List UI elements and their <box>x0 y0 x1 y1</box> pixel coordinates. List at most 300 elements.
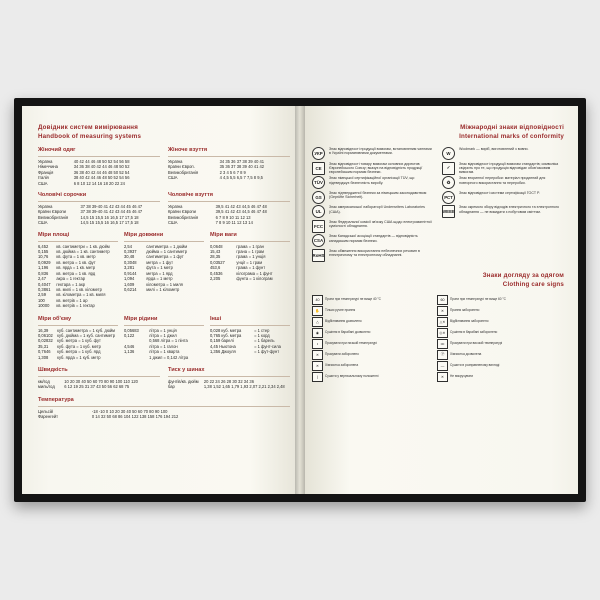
right-page-header <box>312 124 564 141</box>
row-label: фунтів/кв. дюйм <box>168 378 199 384</box>
row-values: 37 38 39-40 41 42 43 44 45 46 47 <box>80 209 143 215</box>
row-label: Німеччина <box>38 164 58 170</box>
women-outerwear-table <box>38 159 160 186</box>
mark-description: Знак Канадської асоціації стандартів — відповідність канадським нормам безпеки. <box>329 234 418 243</box>
row-label: 15,43 <box>210 249 221 255</box>
row-label: Україна <box>168 159 183 164</box>
care-item <box>437 339 560 349</box>
speed-block <box>38 367 160 390</box>
row-values: 39,5 41 42 43 44,5 46 47 48 <box>215 209 267 215</box>
row-label: 28,35 <box>210 254 221 260</box>
row-values: -18 -10 0 10 20 30 40 50 60 70 80 90 100 <box>91 408 168 414</box>
care-text: Сушіння в барабані дозволено <box>325 329 371 334</box>
csa-icon: CSA <box>312 234 325 247</box>
row-label: 0,7646 <box>38 349 51 355</box>
weee-icon: WEEE <box>442 205 455 218</box>
section-heading: Міри рідини <box>124 315 158 322</box>
row-label: 0,6214 <box>124 286 137 292</box>
women-outerwear-block <box>38 147 160 186</box>
care-header <box>312 272 564 289</box>
care-item <box>437 295 560 305</box>
table-row <box>168 175 290 180</box>
divider <box>168 376 290 377</box>
divider <box>124 241 204 242</box>
open-book-pages <box>22 106 578 494</box>
clothing-size-columns <box>38 147 290 186</box>
row-label: Великобританія <box>38 214 69 220</box>
row-values: метра = 1 ярд <box>146 270 173 276</box>
men-shoes-block <box>168 192 290 226</box>
row-values: 2 3 4 5 6 7 8 9 <box>219 169 246 175</box>
row-label: 0,159 барелі <box>210 338 234 344</box>
page-title-uk: Довідник систем вимірювання <box>38 124 139 131</box>
row-values: літра = 1 галон <box>149 343 178 349</box>
row-values: кілометра = 1 миля <box>146 281 183 287</box>
section-heading: Міри ваги <box>210 231 237 238</box>
table-row <box>124 287 204 292</box>
divider <box>168 156 290 157</box>
row-values: = 1 барель <box>254 338 275 344</box>
row-label: 10,76 <box>38 254 49 260</box>
section-heading: Інші <box>210 315 222 322</box>
row-label: 0,06102 <box>38 332 53 338</box>
iron-low-icon: • <box>312 339 323 349</box>
row-label: Крaїни Європ. <box>168 164 195 170</box>
row-values: метра = 1 фут <box>146 259 174 265</box>
row-label: Країни Європи <box>168 209 196 215</box>
care-item <box>312 328 435 338</box>
row-values: 0 14 32 50 68 86 104 122 138 158 176 194 212 <box>91 414 179 420</box>
iron-high-icon: ••• <box>437 339 448 349</box>
mark-item <box>312 249 434 262</box>
row-label <box>124 355 149 360</box>
divider <box>210 325 290 326</box>
gs-icon: GS <box>312 191 325 204</box>
table-row <box>38 181 160 186</box>
mark-description: Знак Федеральної комісії зв'язку США щодо електромагнітної сумісності обладнання. <box>329 219 432 229</box>
care-item <box>312 339 435 349</box>
divider <box>38 241 118 242</box>
row-label: 0,03527 <box>210 259 225 265</box>
mark-description: Знак окремого збору відходів електричного та електронного обладнання — не викидати з побутовим сміттям. <box>459 205 560 214</box>
row-label: 0,0648 <box>210 243 223 249</box>
section-heading: Швидкість <box>38 366 68 373</box>
row-values: фунта = 1 кілограм <box>236 276 273 282</box>
row-label: США <box>168 175 178 181</box>
care-text: Сушіння в барабані заборонено <box>450 329 498 334</box>
care-text: Прання заборонено <box>450 307 480 312</box>
volume-measures-block <box>38 316 118 360</box>
row-label: 1,356 Джоуля <box>210 349 236 355</box>
row-label: Великобританія <box>168 214 199 220</box>
row-label: Країни Європи <box>38 209 66 215</box>
fcc-icon: FCC <box>312 220 325 233</box>
row-values: унції = 1 грам <box>236 259 263 265</box>
mark-item <box>312 220 434 233</box>
row-label: 0,122 <box>124 332 135 338</box>
row-values: куб. метра = 1 куб. фут <box>57 338 101 344</box>
row-label: Франція <box>38 169 54 175</box>
row-values: 37 38 39-40 41 42 43 44 45 46 47 <box>80 204 143 210</box>
care-text: Прасувати заборонено <box>325 351 359 356</box>
table-row <box>38 414 290 419</box>
row-values: куб. фута = 1 куб. метр <box>57 343 101 349</box>
care-item <box>437 317 560 327</box>
divider <box>38 201 160 202</box>
left-page-header <box>38 124 290 141</box>
mark-description: Woolmark — виріб, виготовлений з вовни. <box>459 147 529 151</box>
row-values: 0,568 літра = 1 пінта <box>149 338 188 344</box>
care-text: Прасувати при високій температурі <box>450 340 503 345</box>
row-values: 14,5 15 15,5 16 16,5 17 17,5 18 <box>80 214 139 220</box>
ul-icon: UL <box>312 205 325 218</box>
care-title-uk: Знаки догляду за одягом <box>482 271 564 279</box>
row-values: = 1 корд <box>254 332 270 338</box>
row-label: 0,765 куб. метра <box>210 332 242 338</box>
row-values: кв. ярда = 1 кв. метр <box>56 265 96 271</box>
mark-item <box>442 191 564 204</box>
marks-column-right <box>442 147 564 262</box>
row-values: грама = 1 унція <box>236 254 266 260</box>
mark-item <box>312 176 434 189</box>
row-values: 39,5 41 42 43 44,5 46 47 48 <box>215 204 267 210</box>
mark-item <box>442 162 564 175</box>
no-wring-icon: ✕ <box>437 372 448 382</box>
row-values: 34 36 38 40 42 44 46 48 50 52 <box>73 164 130 170</box>
section-heading: Температура <box>38 396 74 403</box>
table-row <box>38 220 160 225</box>
section-heading: Міри площі <box>38 231 70 238</box>
section-heading: Міри довжини <box>124 231 164 238</box>
women-shoes-table <box>168 159 290 181</box>
row-values: літра = 1 кварта <box>149 349 180 355</box>
table-row <box>38 384 160 389</box>
weight-measures-table <box>210 244 290 282</box>
row-values: куб. сантиметра = 1 куб. дюйм <box>57 327 115 333</box>
gost-icon: РСТ <box>442 191 455 204</box>
care-signs-grid <box>312 295 564 382</box>
row-values: кв. метра = 1 кв. ярд <box>56 270 96 276</box>
care-item <box>437 328 560 338</box>
no-tumble-dry-icon: ◎✕ <box>437 328 448 338</box>
men-shirts-table <box>38 204 160 226</box>
men-shoes-table <box>168 204 290 226</box>
row-values: грама = 1 фунт <box>236 265 266 271</box>
row-label: 0,05683 <box>124 327 139 333</box>
care-text: Сушити у вертикальному положенні <box>325 373 379 378</box>
row-values: = 1 стер <box>254 327 270 333</box>
row-label: 0,3937 <box>124 249 137 255</box>
row-label: 0,028 куб. метра <box>210 327 242 333</box>
men-shirts-block <box>38 192 160 226</box>
row-label: км/год <box>38 378 50 384</box>
care-text: Хімчистка заборонена <box>325 362 359 367</box>
row-label: 0,155 <box>38 249 49 255</box>
volume-measures-table <box>38 328 118 360</box>
conformity-title-uk: Міжнародні знаки відповідності <box>460 124 564 131</box>
row-label: 0,0929 <box>38 259 51 265</box>
section-heading: Чоловіче взуття <box>168 192 214 199</box>
table-row <box>210 276 290 281</box>
wash-60-icon: 60 <box>437 295 448 305</box>
row-values: = 1 фунт-сила <box>254 343 281 349</box>
row-values: кв. дюйма = 1 кв. сантиметр <box>56 249 110 255</box>
care-item <box>312 361 435 371</box>
conformity-title-en: International marks of conformity <box>459 133 564 140</box>
row-label: 6,452 <box>38 243 49 249</box>
row-label: 100 <box>38 297 45 303</box>
row-label: США <box>38 180 48 186</box>
mark-description: Знак відповідності товару вимогам основних директив Європейського Союзу; вказує на відповідність продукції європейським нормам безпеки. <box>329 161 423 175</box>
row-values: кв. милі = 1 кв. кілометр <box>56 286 102 292</box>
line-dry-icon: | <box>312 372 323 382</box>
dry-flat-icon: — <box>437 361 448 371</box>
row-values: дюйма = 1 сантиметр <box>146 249 188 255</box>
measure-columns-2 <box>38 316 290 360</box>
row-label: США <box>38 220 48 226</box>
table-row <box>168 384 290 389</box>
row-label: 4,45 Ньютона <box>210 343 236 349</box>
no-iron-icon: ✕ <box>312 350 323 360</box>
row-values: 1 джил = 0,142 літра <box>149 354 189 360</box>
tuv-icon: TÜV <box>312 176 325 189</box>
section-heading: Жіночий одяг <box>38 147 76 153</box>
row-label: миль/год <box>38 384 55 390</box>
row-label: 10000 <box>38 303 50 309</box>
mark-description: Знак вторинної переробки: матеріал придатний для повторного використання та переробки. <box>459 176 546 185</box>
row-label: 16,39 <box>38 327 49 333</box>
mark-item <box>312 162 434 175</box>
row-label: бар <box>168 384 175 390</box>
row-values: фута = 1 метр <box>146 265 173 271</box>
woolmark-icon: W <box>442 147 455 160</box>
row-values: кв. метра = 1 кв. фут <box>56 259 96 265</box>
row-label: Україна <box>38 159 53 164</box>
area-measures-block <box>38 232 118 309</box>
row-values: кв. кілометра = 1 кв. миля <box>56 292 106 298</box>
mark-description: Знак відповідності системи сертифікації ГОСТ Р. <box>459 190 540 195</box>
marks-column-left <box>312 147 434 262</box>
wash-icon: 40 <box>312 295 323 305</box>
row-label: 4,546 <box>124 343 135 349</box>
area-measures-table <box>38 244 118 309</box>
recycle-icon: ♻ <box>442 176 455 189</box>
row-values: 6 8 10 12 14 16 18 20 22 24 <box>73 180 125 186</box>
row-values: акра = 1 гектар <box>56 276 86 282</box>
speed-pressure-columns <box>38 367 290 390</box>
row-values: 34 35 36 37 38 39 40 41 <box>219 159 265 164</box>
no-dry-clean-icon: ✕ <box>312 361 323 371</box>
row-label: 2,205 <box>210 276 221 282</box>
divider <box>124 325 204 326</box>
conformity-marks-area <box>312 147 564 262</box>
care-item <box>312 295 435 305</box>
tyre-pressure-block <box>168 367 290 390</box>
care-text: Не викручувати <box>450 373 474 378</box>
row-values: грана = 1 грам <box>236 249 264 255</box>
mark-item <box>442 176 564 189</box>
mark-item <box>312 147 434 160</box>
dry-clean-icon: Ⓟ <box>437 350 448 360</box>
care-item <box>437 350 560 360</box>
other-measures-table <box>210 328 290 355</box>
care-text: Відбілювання заборонено <box>450 318 489 323</box>
mark-item <box>312 205 434 218</box>
care-item <box>437 306 560 316</box>
table-row <box>38 355 118 360</box>
page-title-en: Handbook of measuring systems <box>38 133 142 140</box>
section-heading: Жіноче взуття <box>168 147 208 153</box>
men-size-columns <box>38 192 290 226</box>
row-values: сантиметра = 1 фут <box>146 254 184 260</box>
section-heading: Чоловічі сорочки <box>38 192 87 199</box>
care-text: Сушити в розправленому вигляді <box>450 362 500 367</box>
row-values: 20 22 24 26 28 30 32 34 36 <box>203 378 254 384</box>
care-item <box>312 372 435 382</box>
row-label: Україна <box>38 204 53 210</box>
section-heading: Міри об'єму <box>38 315 72 322</box>
row-values: гектара = 1 акр <box>56 281 86 287</box>
row-values: 38 40 42 44 46 48 50 52 54 56 <box>73 175 130 181</box>
row-values: кілограма = 1 фунт <box>236 270 273 276</box>
mark-description: Знак відповідності продукції вимогам стандартів; символіка свідчить про те, що продукція відповідає обов'язковим вимогам. <box>459 161 559 175</box>
row-label: Цельсій <box>38 408 53 414</box>
liquid-measures-table <box>124 328 204 360</box>
row-label: 453,6 <box>210 265 221 271</box>
women-shoes-block <box>168 147 290 186</box>
row-values: кв. фута = 1 кв. метр <box>56 254 96 260</box>
row-values: 4 4,5 5,5 6,5 7 7,5 8 9,5 <box>219 175 263 181</box>
row-label: 3,281 <box>124 265 135 271</box>
row-label: 0,3048 <box>124 259 137 265</box>
no-bleach-icon: △✕ <box>437 317 448 327</box>
care-text: Прати при температурі не вище 60 °C <box>450 296 506 301</box>
care-text: Відбілювання дозволено <box>325 318 362 323</box>
divider <box>210 241 290 242</box>
tyre-pressure-table <box>168 379 290 390</box>
row-values: куб. дюйма = 1 куб. сантиметр <box>57 332 115 338</box>
table-row <box>38 303 118 308</box>
row-values: 10 20 30 40 50 60 70 80 90 100 110 120 <box>64 378 138 384</box>
row-values: 40 42 44 46 48 50 52 54 56 58 <box>73 159 130 164</box>
care-text: Прати при температурі не вище 40 °C <box>325 296 381 301</box>
length-measures-table <box>124 244 204 293</box>
temperature-block <box>38 397 290 420</box>
tumble-dry-icon: ◉ <box>312 328 323 338</box>
row-label: Україна <box>168 204 183 210</box>
weight-measures-block <box>210 232 290 309</box>
row-label: 2,54 <box>124 243 132 249</box>
row-label: 0,3861 <box>38 286 51 292</box>
ukrsepro-icon: УКР <box>312 147 325 160</box>
row-label: 1,094 <box>124 276 135 282</box>
row-label: 35,31 <box>38 343 49 349</box>
divider <box>38 156 160 157</box>
section-heading: Тиск у шинах <box>168 366 205 373</box>
row-label: 0,02832 <box>38 338 53 344</box>
row-label: 1,308 <box>38 354 49 360</box>
row-values: грама = 1 гран <box>236 243 264 249</box>
no-wash-icon: ✕ <box>437 306 448 316</box>
row-label: 2,59 <box>38 292 46 298</box>
row-label: 1,136 <box>124 349 135 355</box>
liquid-measures-block <box>124 316 204 360</box>
mark-description: Знак підтвердженої безпеки за німецьким законодавством (Geprüfte Sicherheit). <box>329 190 427 200</box>
row-label: Фаренгейт <box>38 414 59 420</box>
hand-wash-icon: ✋ <box>312 306 323 316</box>
row-values: 36 38 40 42 44 46 48 50 52 54 <box>73 169 130 175</box>
row-values: 1,38 1,52 1,65 1,79 1,93 2,07 2,21 2,34 2,48 <box>203 384 285 390</box>
row-values: 6 12 19 25 31 37 43 50 56 62 68 75 <box>64 384 130 390</box>
row-values: = 1 фут-фунт <box>254 349 280 355</box>
mark-description: Знак американської лабораторії Underwriters Laboratories (США). <box>329 205 425 214</box>
row-values: кв. сантиметри = 1 кв. дюйм <box>56 243 110 249</box>
left-page <box>22 106 300 494</box>
bleach-icon: △ <box>312 317 323 327</box>
conformity-icon: ✓ <box>442 162 455 175</box>
row-label: 2,47 <box>38 276 46 282</box>
table-row <box>168 220 290 225</box>
care-item <box>437 372 560 382</box>
row-label: 0,4536 <box>210 270 223 276</box>
care-text: Тільки ручне прання <box>325 307 356 312</box>
row-values: ярда = 1 метр <box>146 276 173 282</box>
mark-item <box>312 234 434 247</box>
row-label: Італія <box>38 175 49 181</box>
table-row <box>124 355 204 360</box>
care-item <box>312 350 435 360</box>
row-label: Великобританія <box>168 169 199 175</box>
care-item <box>312 306 435 316</box>
care-text: Прасувати при низькій температурі <box>325 340 378 345</box>
other-measures-block <box>210 316 290 360</box>
mark-description: Знак відповідності продукції вимогам, встановленим чинними в Україні нормативними документами. <box>329 147 432 156</box>
row-values: милі = 1 кілометр <box>146 286 180 292</box>
care-item <box>312 317 435 327</box>
row-values: куб. ярда = 1 куб. метр <box>57 354 101 360</box>
row-label: 0,836 <box>38 270 49 276</box>
row-values: 14,5 15 15,5 16 16,5 17 17,5 18 <box>80 220 139 226</box>
measure-columns-1 <box>38 232 290 309</box>
row-label: 0,4047 <box>38 281 51 287</box>
row-values: кв. метрів = 1 ар <box>56 297 88 303</box>
row-values: літра = 1 унція <box>149 327 177 333</box>
ce-icon: CE <box>312 162 325 175</box>
mark-description: Знак обмеження використання небезпечних речовин в електричному та електронному обладнанні. <box>329 248 420 258</box>
mark-item <box>312 191 434 204</box>
divider <box>168 201 290 202</box>
mark-item <box>442 147 564 160</box>
row-values: сантиметра = 1 дюйм <box>146 243 188 249</box>
row-values: 6 7 8 9 10 11 12 13 <box>215 214 251 220</box>
rohs-icon: RoHS <box>312 249 325 262</box>
care-text: Хімчистка дозволена <box>450 351 482 356</box>
row-label: 0,9144 <box>124 270 137 276</box>
divider <box>38 376 160 377</box>
divider <box>38 406 290 407</box>
right-page <box>300 106 578 494</box>
mark-description: Знак німецької сертифікаційної організації TÜV, що підтверджує безпечність виробу. <box>329 176 415 185</box>
speed-table <box>38 379 160 390</box>
care-item <box>437 361 560 371</box>
care-title-en: Clothing care signs <box>502 280 564 288</box>
row-values: кв. метрів = 1 гектар <box>56 303 95 309</box>
table-row <box>210 349 290 354</box>
row-label: 1,609 <box>124 281 135 287</box>
row-label: США <box>168 220 178 226</box>
row-values: куб. метра = 1 куб. ярд <box>57 349 101 355</box>
row-label: 1,196 <box>38 265 49 271</box>
